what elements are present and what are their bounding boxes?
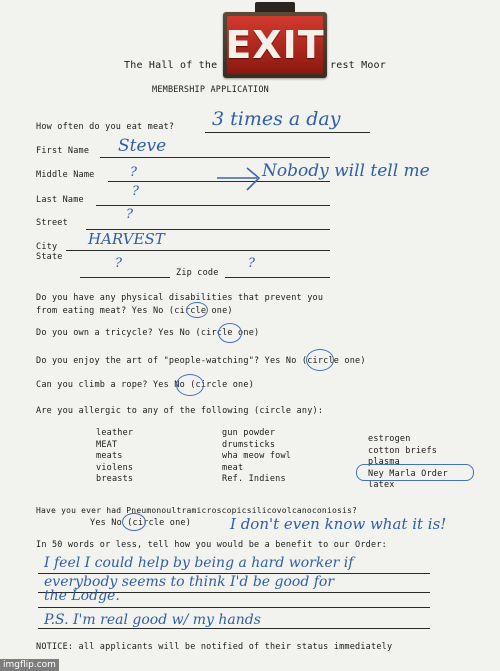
answer-last-name: ? — [132, 184, 139, 199]
last-name-line — [96, 205, 330, 206]
answer-street: ? — [126, 207, 133, 222]
exit-sign-text: EXIT — [225, 23, 325, 67]
allergen-item: breasts — [96, 474, 134, 484]
essay-rule — [38, 607, 430, 608]
eat-meat-line — [205, 132, 370, 133]
form-title-right: rest Moor — [330, 60, 386, 71]
allergen-item: meats — [96, 451, 123, 461]
answer-eat-meat: 3 times a day — [212, 108, 341, 130]
allergen-item: cotton briefs — [368, 445, 438, 456]
allergen-item: leather — [96, 428, 134, 438]
answer-city: HARVEST — [88, 230, 165, 248]
question-benefit: In 50 words or less, tell how you would be a benefit to our Order: — [36, 540, 387, 550]
answer-middle-name: ? — [130, 165, 137, 180]
label-last-name: Last Name — [36, 195, 84, 205]
circle-no-tricycle — [218, 323, 242, 343]
form-subtitle: MEMBERSHIP APPLICATION — [152, 85, 269, 95]
question-climb-rope: Can you climb a rope? Yes No (circle one) — [36, 380, 255, 390]
allergen-item: meat — [222, 462, 244, 473]
answer-state: ? — [115, 256, 122, 271]
answer-middle-note: Nobody will tell me — [262, 161, 430, 181]
question-people-watching: Do you enjoy the art of "people-watching"? Yes No (circle one) — [36, 356, 366, 366]
exit-sign — [223, 12, 327, 78]
allergen-item: latex — [368, 480, 395, 490]
allergen-item: wha meow fowl — [222, 451, 292, 461]
city-line — [66, 250, 330, 251]
essay-line-4: P.S. I'm real good w/ my hands — [44, 612, 261, 628]
allergen-item: gun powder — [222, 428, 276, 438]
zip-line — [225, 277, 330, 278]
essay-rule — [38, 628, 430, 629]
question-disabilities-2: from eating meat? Yes No (circle one) — [36, 306, 233, 316]
first-name-line — [100, 157, 330, 158]
label-city: City — [36, 242, 58, 252]
circle-order-allergen — [356, 464, 474, 481]
allergen-item: Ney Marla Order — [368, 468, 448, 479]
answer-pneumono-note: I don't even know what it is! — [230, 515, 447, 533]
allergen-item: plasma — [368, 457, 400, 467]
essay-line-1: I feel I could help by being a hard worker if — [44, 555, 354, 571]
essay-line-2: everybody seems to think I'd be good for — [44, 574, 335, 590]
essay-line-3: the Lodge. — [44, 588, 120, 604]
circle-yes-rope — [176, 374, 204, 396]
form-title-left: The Hall of the — [124, 60, 218, 71]
arrow-icon — [215, 160, 265, 200]
question-pneumono: Have you ever had Pneumonoultramicroscopicsilicovolcanoconiosis? — [36, 506, 358, 515]
circle-yes-people — [306, 349, 334, 371]
question-disabilities-1: Do you have any physical disabilities that prevent you — [36, 293, 324, 303]
allergen-column-3 — [368, 434, 448, 492]
label-state: State — [36, 252, 63, 262]
allergen-item: drumsticks — [222, 439, 276, 450]
question-pneumono-options: Yes No (circle one) — [90, 518, 192, 528]
question-allergic: Are you allergic to any of the following (circle any): — [36, 406, 324, 416]
label-middle-name: Middle Name — [36, 170, 95, 180]
allergen-item: Ref. Indiens — [222, 474, 286, 484]
question-tricycle: Do you own a tricycle? Yes No (circle one) — [36, 328, 260, 338]
allergen-item: MEAT — [96, 439, 118, 450]
answer-first-name: Steve — [118, 136, 167, 156]
allergen-item: estrogen — [368, 434, 411, 444]
watermark-credit: imgflip.com — [0, 659, 59, 671]
notice-text: NOTICE: all applicants will be notified of their status immediately — [36, 642, 393, 652]
allergen-column-2 — [222, 428, 291, 486]
allergen-column-1 — [96, 428, 133, 486]
circle-no-pneumono — [122, 513, 146, 531]
label-street: Street — [36, 218, 68, 228]
state-line — [80, 277, 170, 278]
question-eat-meat: How often do you eat meat? — [36, 122, 175, 132]
answer-zip: ? — [248, 256, 255, 271]
circle-no-disabilities — [186, 302, 208, 318]
label-first-name: First Name — [36, 146, 90, 156]
allergen-item: violens — [96, 462, 134, 473]
label-zip: Zip code — [176, 268, 219, 278]
